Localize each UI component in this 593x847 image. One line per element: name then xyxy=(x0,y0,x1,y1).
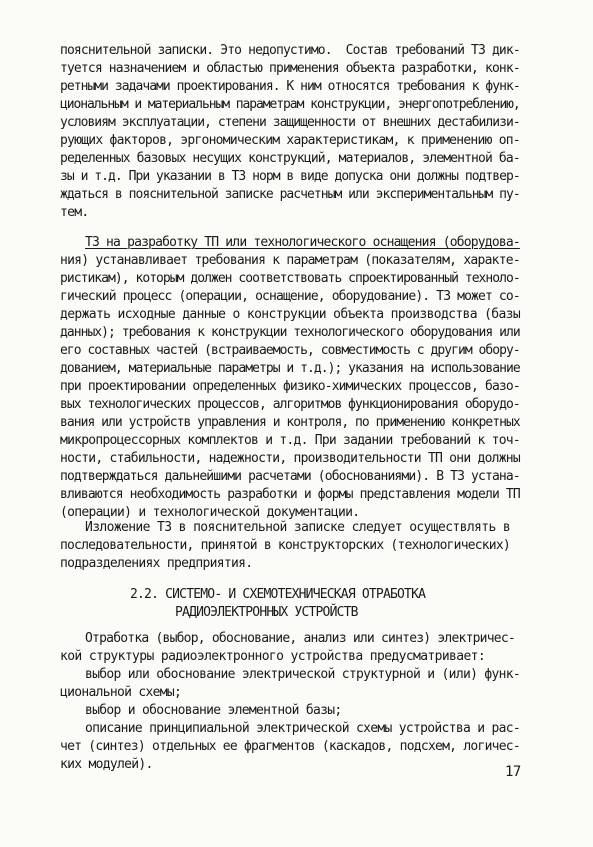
text-line: ния) устанавливает требования к параметрам (показателям, характе- xyxy=(60,253,520,268)
text-line: циональной схемы; xyxy=(60,685,182,700)
text-line: чет (синтез) отдельных ее фрагментов (каскадов, подсхем, логичес- xyxy=(60,739,520,754)
text-line: подразделениях предприятия. xyxy=(60,556,253,571)
text-line: туется назначением и областью применения объекта разработки, конк- xyxy=(60,61,520,76)
text-line: гический процесс (операции, оснащение, оборудование). ТЗ может со- xyxy=(60,289,520,304)
text-line: при проектировании определенных физико-химических процессов, базо- xyxy=(60,379,520,394)
text-line: кой структуры радиоэлектронного устройства предусматривает: xyxy=(60,649,486,664)
text-line: зы и т.д. При указании в ТЗ норм в виде допуска они должны подтвер- xyxy=(60,169,520,184)
text-line: его составных частей (встраиваемость, совместимость с другим обору- xyxy=(60,343,520,358)
text-line: ждаться в пояснительной записке расчетным или экспериментальным пу- xyxy=(60,187,520,202)
text-line: данных); требования к конструкции технологического оборудования или xyxy=(60,325,520,340)
text-line: ких модулей). xyxy=(60,757,153,772)
text-line: пояснительной записки. Это недопустимо. Состав требований ТЗ дик- xyxy=(60,43,520,58)
text-line: Отработка (выбор, обоснование, анализ или синтез) электричес- xyxy=(85,631,515,646)
text-line: тем. xyxy=(60,205,89,220)
text-line: описание принципиальной электрической схемы устройства и рас- xyxy=(85,721,520,736)
text-line: ристикам), которым должен соответствовать спроектированный техноло- xyxy=(60,271,520,286)
text-line: выбор или обоснование электрической структурной и (или) функ- xyxy=(85,667,520,682)
page-number: 17 xyxy=(505,764,521,780)
section-heading-line: 2.2. СИСТЕМО- И СХЕМОТЕХНИЧЕСКАЯ ОТРАБОТКА xyxy=(130,587,426,602)
text-line: циональным и материальным параметрам конструкции, энергопотреблению, xyxy=(60,97,520,112)
text-line: подтверждаться дальнейшими расчетами (обоснованиями). В ТЗ устана- xyxy=(60,469,520,484)
text-line: держать исходные данные о конструкции объекта производства (базы xyxy=(60,307,521,322)
text-line: ТЗ на разработку ТП или технологического оснащения (оборудова- xyxy=(85,235,520,250)
text-line: вливаются необходимость разработки и формы представления модели ТП xyxy=(60,487,520,502)
text-line: (операции) и технологической документации. xyxy=(60,505,360,520)
text-line: рующих факторов, эргономическим характеристикам, к применению оп- xyxy=(60,133,520,148)
text-line: микропроцессорных комплектов и т.д. При задании требований к точ- xyxy=(60,433,520,448)
text-line: ретными задачами проектирования. К ним относятся требования к функ- xyxy=(60,79,520,94)
text-line: условиям эксплуатации, степени защищенности от внешних дестабилизи- xyxy=(60,115,520,130)
text-line: ности, стабильности, надежности, производительности ТП они должны xyxy=(60,451,520,466)
text-line: последовательности, принятой в конструкторских (технологических) xyxy=(60,538,510,553)
text-line: дованием, материальные параметры и т.д.); указания на использование xyxy=(60,361,520,376)
text-line: ределенных базовых несущих конструкций, материалов, элементной ба- xyxy=(60,151,520,166)
text-line: выбор и обоснование элементной базы; xyxy=(85,703,342,718)
text-line: вых технологических процессов, алгоритмов функционирования оборудо- xyxy=(60,397,520,412)
text-line: вания или устройств управления и контроля, по применению конкретных xyxy=(60,415,520,430)
text-line: Изложение ТЗ в пояснительной записке следует осуществлять в xyxy=(85,520,511,535)
section-heading-line: РАДИОЭЛЕКТРОННЫХ УСТРОЙСТВ xyxy=(175,605,358,620)
